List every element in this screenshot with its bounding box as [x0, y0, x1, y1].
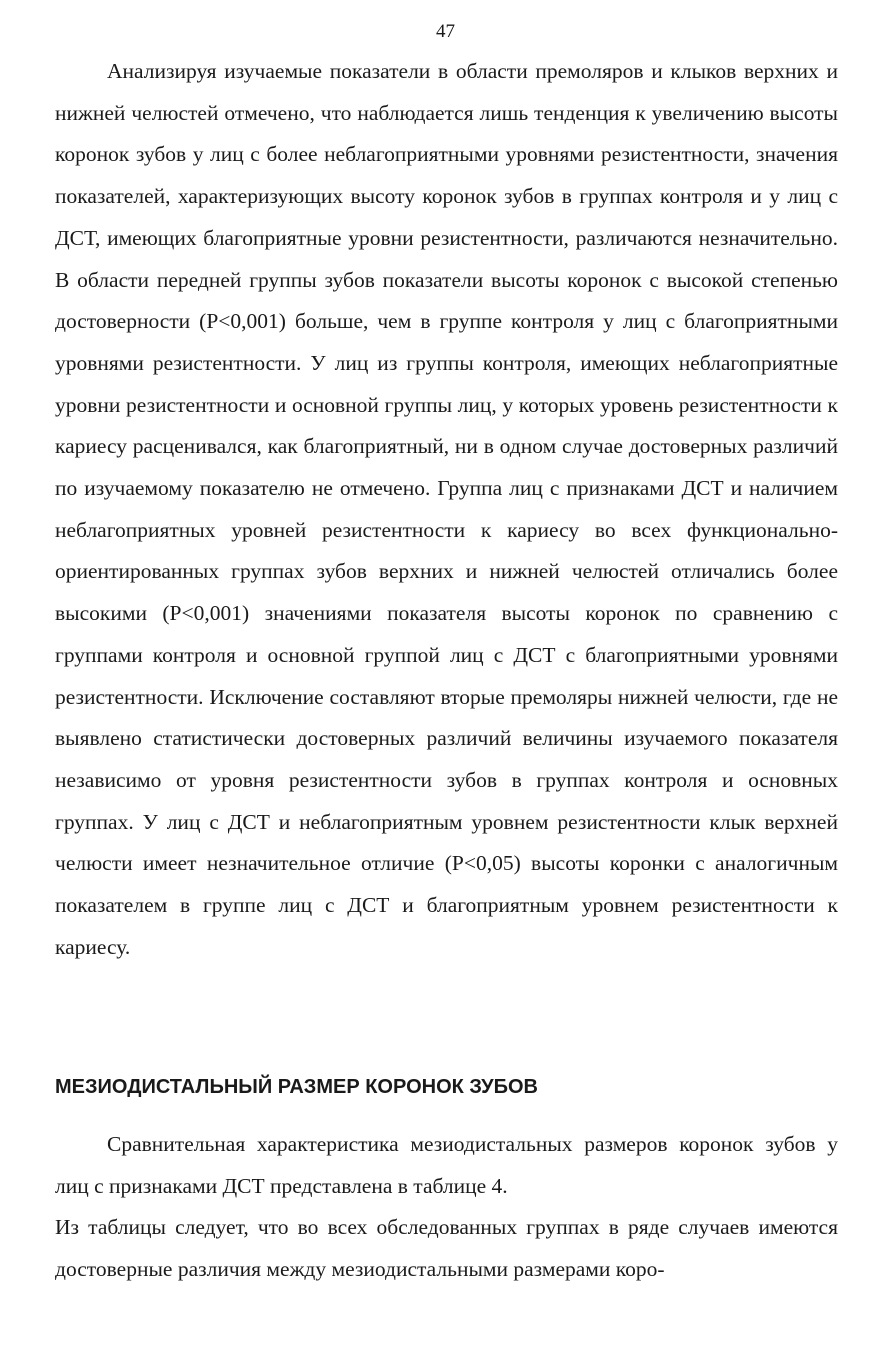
- body-paragraph-2: Сравнительная характеристика мезиодистальных размеров коронок зубов у лиц с признаками ДСТ представлена в таблице 4.: [55, 1132, 838, 1198]
- body-paragraph-3: Из таблицы следует, что во всех обследованных группах в ряде случаев имеются достоверные различия между мезиодистальными размерами коро-: [55, 1215, 838, 1281]
- section-heading: МЕЗИОДИСТАЛЬНЫЙ РАЗМЕР КОРОНОК ЗУБОВ: [55, 1076, 538, 1098]
- page-number: 47: [436, 21, 455, 42]
- body-paragraph-1: Анализируя изучаемые показатели в области премоляров и клыков верхних и нижней челюстей отмечено, что наблюдается лишь тенденция к увеличению высоты коронок зубов у лиц с более неблагоприятными уровнями резистентности, значения показателей, характеризующих высоту коронок зубов в группах контроля и у лиц с ДСТ, имеющих благоприятные уровни резистентности, различаются незначительно. В области передней группы зубов показатели высоты коронок с высокой степенью достоверности (P<0,001) больше, чем в группе контроля у лиц с благоприятными уровнями резистентности. У лиц из группы контроля, имеющих неблагоприятные уровни резистентности и основной группы лиц, у которых уровень резистентности к кариесу расценивался, как благоприятный, ни в одном случае достоверных различий по изучаемому показателю не отмечено. Группа лиц с признаками ДСТ и наличием неблагоприятных уровней резистентности к кариесу во всех функционально-ориентированных группах зубов верхних и нижней челюстей отличались более высокими (P<0,001) значениями показателя высоты коронок по сравнению с группами контроля и основной группой лиц с ДСТ с благоприятными уровнями резистентности. Исключение составляют вторые премоляры нижней челюсти, где не выявлено статистически достоверных различий величины изучаемого показателя независимо от уровня резистентности зубов в группах контроля и основных группах. У лиц с ДСТ и неблагоприятным уровнем резистентности клык верхней челюсти имеет незначительное отличие (P<0,05) высоты коронки с аналогичным показателем в группе лиц с ДСТ и благоприятным уровнем резистентности к кариесу.: [55, 59, 838, 959]
